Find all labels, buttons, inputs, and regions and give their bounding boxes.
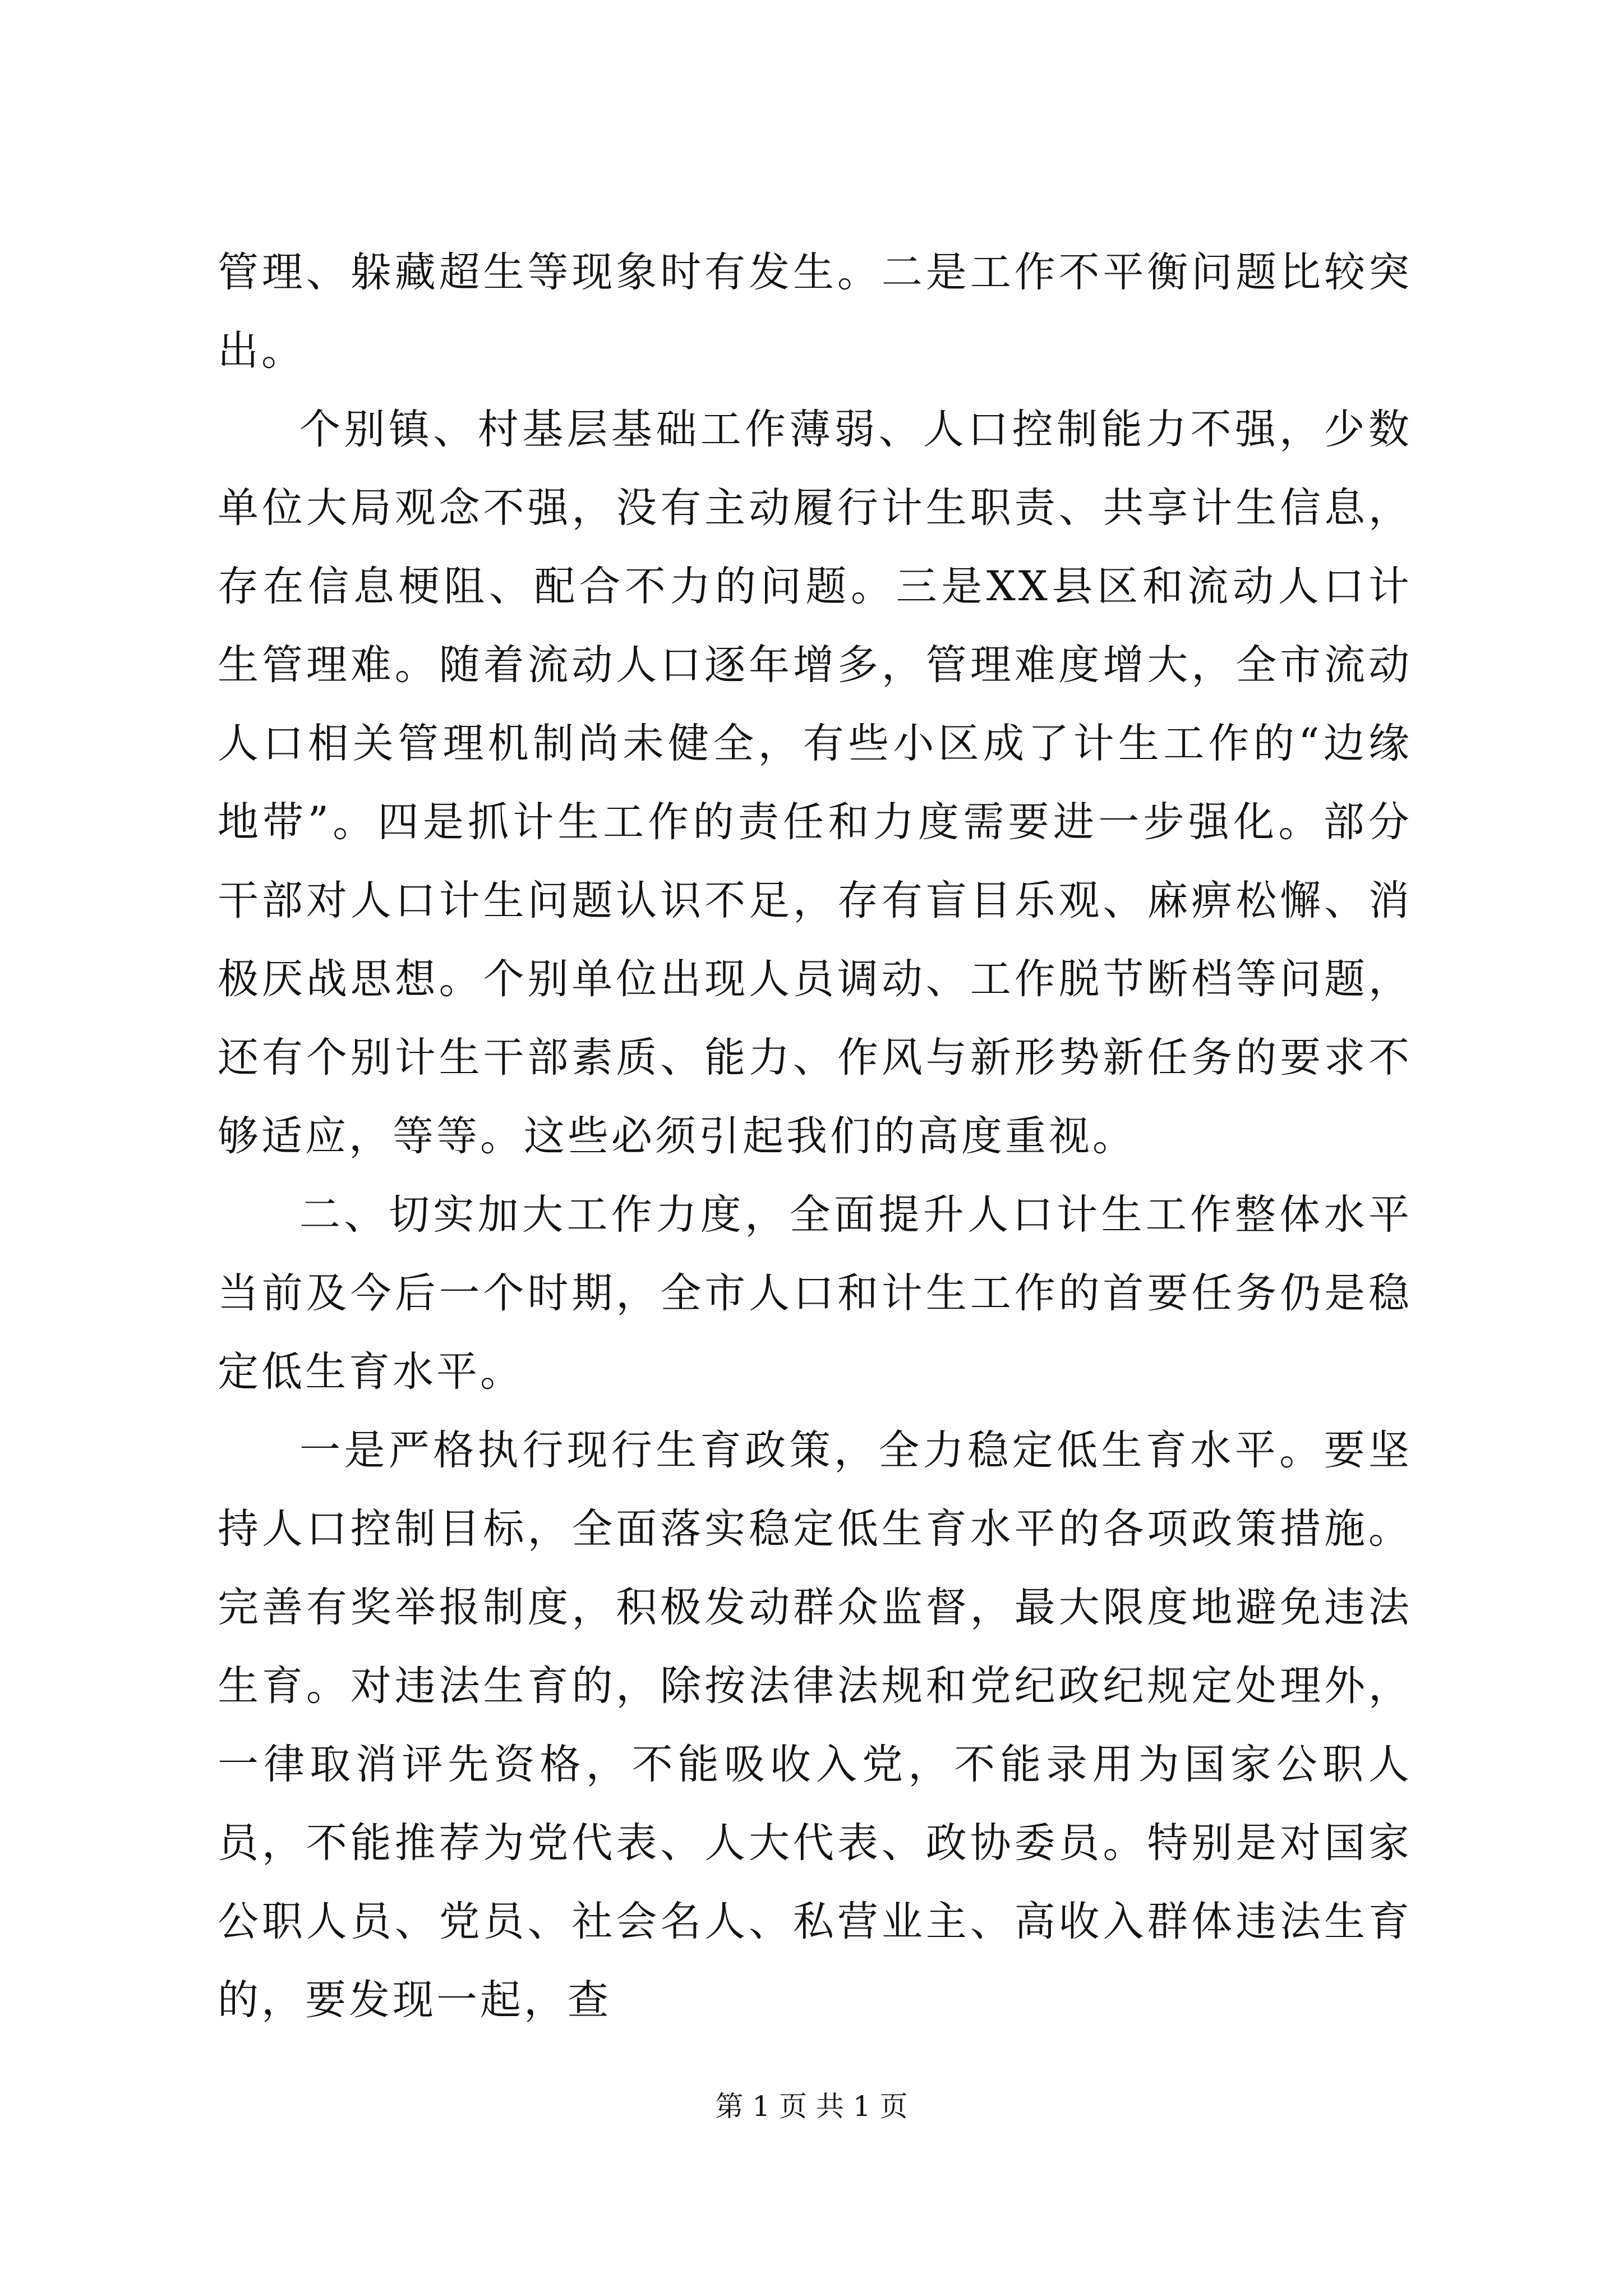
document-body bbox=[218, 233, 1412, 2040]
paragraph-problems: 个别镇、村基层基础工作薄弱、人口控制能力不强，少数单位大局观念不强，没有主动履行计生职责、共享计生信息，存在信息梗阻、配合不力的问题。三是XX县区和流动人口计生管理难。随着流动人口逐年增多，管理难度增大，全市流动人口相关管理机制尚未健全，有些小区成了计生工作的“边缘地带”。四是抓计生工作的责任和力度需要进一步强化。部分干部对人口计生问题认识不足，存有盲目乐观、麻痹松懈、消极厌战思想。个别单位出现人员调动、工作脱节断档等问题，还有个别计生干部素质、能力、作风与新形势新任务的要求不够适应，等等。这些必须引起我们的高度重视。 bbox=[218, 406, 1412, 1160]
paragraph-policy: 一是严格执行现行生育政策，全力稳定低生育水平。要坚持人口控制目标，全面落实稳定低生育水平的各项政策措施。完善有奖举报制度，积极发动群众监督，最大限度地避免违法生育。对违法生育的，除按法律法规和党纪政纪规定处理外，一律取消评先资格，不能吸收入党，不能录用为国家公职人员，不能推荐为党代表、人大代表、政协委员。特别是对国家公职人员、党员、社会名人、私营业主、高收入群体违法生育的，要发现一起，查 bbox=[218, 1427, 1412, 2024]
paragraph-continuation: 管理、躲藏超生等现象时有发生。二是工作不平衡问题比较突出。 bbox=[218, 249, 1412, 375]
paragraph-section-two-heading: 二、切实加大工作力度，全面提升人口计生工作整体水平当前及今后一个时期，全市人口和计生工作的首要任务仍是稳定低生育水平。 bbox=[218, 1191, 1412, 1396]
page-footer: 第 1 页 共 1 页 bbox=[715, 2090, 908, 2123]
